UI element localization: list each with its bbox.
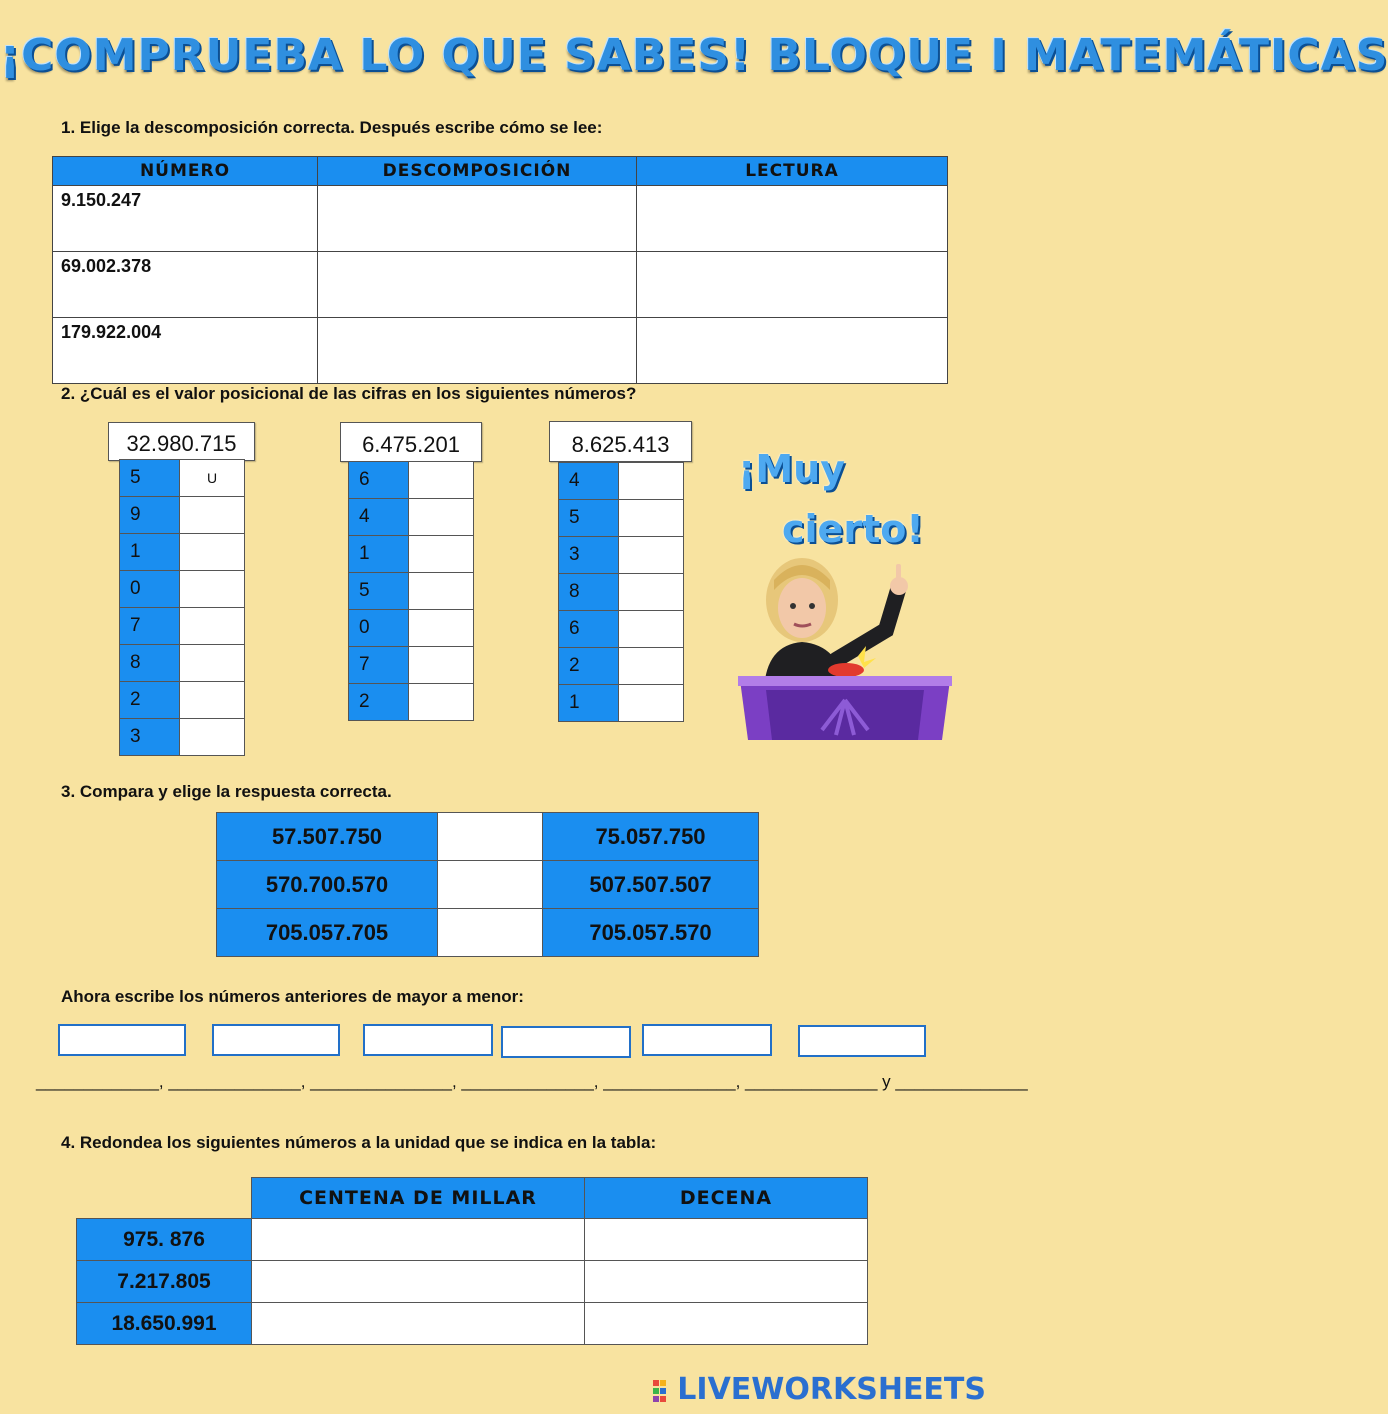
place-value-input[interactable] — [409, 499, 474, 536]
digit-cell: 5 — [349, 573, 409, 610]
brand-name: LIVEWORKSHEETS — [677, 1372, 986, 1407]
digit-cell: 9 — [120, 497, 180, 534]
place-value-input[interactable]: U — [180, 460, 245, 497]
place-value-table-3 — [558, 462, 684, 722]
place-value-input[interactable] — [409, 684, 474, 721]
compare-sign-drop-2[interactable] — [438, 861, 543, 909]
rounding-number-2: 7.217.805 — [77, 1261, 252, 1303]
header-decena: DECENA — [585, 1178, 868, 1219]
digit-cell: 7 — [349, 647, 409, 684]
digit-cell: 2 — [559, 648, 619, 685]
place-value-input[interactable] — [180, 534, 245, 571]
q1-number-1: 9.150.247 — [53, 186, 318, 252]
place-value-input[interactable] — [409, 610, 474, 647]
rounding-table — [76, 1177, 868, 1345]
rounding-number-3: 18.650.991 — [77, 1303, 252, 1345]
place-value-input[interactable] — [409, 573, 474, 610]
place-value-input[interactable] — [619, 648, 684, 685]
order-input-2[interactable] — [212, 1024, 340, 1056]
digit-cell: 0 — [349, 610, 409, 647]
q4-instruction: 4. Redondea los siguientes números a la unidad que se indica en la tabla: — [61, 1133, 657, 1152]
digit-cell: 1 — [349, 536, 409, 573]
rounding-input-centena-3[interactable] — [252, 1303, 585, 1345]
place-value-input[interactable] — [180, 645, 245, 682]
compare-sign-drop-3[interactable] — [438, 909, 543, 957]
rounding-input-decena-2[interactable] — [585, 1261, 868, 1303]
compare-left-1: 57.507.750 — [217, 813, 438, 861]
q1-instruction: 1. Elige la descomposición correcta. Después escribe cómo se lee: — [61, 118, 603, 137]
digit-cell: 6 — [559, 611, 619, 648]
place-value-input[interactable] — [409, 536, 474, 573]
header-lectura: LECTURA — [637, 157, 948, 186]
place-value-input[interactable] — [180, 497, 245, 534]
place-value-number-3: 8.625.413 — [549, 421, 692, 462]
order-input-6[interactable] — [798, 1025, 926, 1057]
digit-cell: 8 — [559, 574, 619, 611]
q1-reading-input-3[interactable] — [637, 318, 948, 384]
digit-cell: 4 — [559, 463, 619, 500]
digit-cell: 4 — [349, 499, 409, 536]
header-numero: NÚMERO — [53, 157, 318, 186]
digit-cell: 2 — [349, 684, 409, 721]
compare-right-2: 507.507.507 — [543, 861, 759, 909]
q1-number-2: 69.002.378 — [53, 252, 318, 318]
digit-cell: 8 — [120, 645, 180, 682]
place-value-input[interactable] — [619, 611, 684, 648]
place-value-table-2 — [348, 461, 474, 721]
compare-left-2: 570.700.570 — [217, 861, 438, 909]
q2-instruction: 2. ¿Cuál es el valor posicional de las cifras en los siguientes números? — [61, 384, 637, 403]
order-input-5[interactable] — [642, 1024, 772, 1056]
compare-right-3: 705.057.570 — [543, 909, 759, 957]
digit-cell: 2 — [120, 682, 180, 719]
rounding-input-centena-1[interactable] — [252, 1219, 585, 1261]
place-value-input[interactable] — [180, 682, 245, 719]
q1-number-3: 179.922.004 — [53, 318, 318, 384]
place-value-table-1 — [119, 459, 245, 756]
rounding-input-centena-2[interactable] — [252, 1261, 585, 1303]
place-value-input[interactable] — [409, 462, 474, 499]
q1-reading-input-2[interactable] — [637, 252, 948, 318]
header-descomposicion: DESCOMPOSICIÓN — [318, 157, 637, 186]
liveworksheets-logo[interactable] — [653, 1372, 986, 1407]
compare-sign-drop-1[interactable] — [438, 813, 543, 861]
q1-reading-input-1[interactable] — [637, 186, 948, 252]
sticker-text-line2: cierto! — [782, 507, 924, 551]
rounding-input-decena-1[interactable] — [585, 1219, 868, 1261]
q3-instruction: 3. Compara y elige la respuesta correcta. — [61, 782, 392, 801]
digit-cell: 5 — [120, 460, 180, 497]
teacher-avatar-icon — [736, 550, 956, 740]
q1-decomposition-drop-2[interactable] — [318, 252, 637, 318]
place-value-input[interactable] — [180, 719, 245, 756]
digit-cell: 3 — [120, 719, 180, 756]
digit-cell: 3 — [559, 537, 619, 574]
digit-cell: 0 — [120, 571, 180, 608]
place-value-number-2: 6.475.201 — [340, 422, 482, 462]
place-value-input[interactable] — [619, 685, 684, 722]
digit-cell: 1 — [120, 534, 180, 571]
rounding-corner — [77, 1178, 252, 1219]
place-value-input[interactable] — [180, 571, 245, 608]
place-value-input[interactable] — [619, 537, 684, 574]
order-blank-line: _____________, ______________, _______________, ______________, ______________, ______________ y ______________ — [36, 1072, 1028, 1091]
place-value-input[interactable] — [409, 647, 474, 684]
order-input-4[interactable] — [501, 1026, 631, 1058]
header-centena-de-millar: CENTENA DE MILLAR — [252, 1178, 585, 1219]
place-value-input[interactable] — [619, 574, 684, 611]
q1-decomposition-drop-3[interactable] — [318, 318, 637, 384]
q1-decomposition-drop-1[interactable] — [318, 186, 637, 252]
order-input-3[interactable] — [363, 1024, 493, 1056]
digit-cell: 7 — [120, 608, 180, 645]
sticker-text-line1: ¡Muy — [738, 447, 845, 491]
muy-cierto-sticker — [736, 440, 956, 740]
compare-left-3: 705.057.705 — [217, 909, 438, 957]
place-value-input[interactable] — [180, 608, 245, 645]
liveworksheets-icon — [653, 1380, 673, 1402]
page-title: ¡COMPRUEBA LO QUE SABES! BLOQUE I MATEMÁTICAS — [0, 30, 1388, 81]
compare-table — [216, 812, 759, 957]
compare-right-1: 75.057.750 — [543, 813, 759, 861]
order-input-1[interactable] — [58, 1024, 186, 1056]
digit-cell: 1 — [559, 685, 619, 722]
digit-cell: 6 — [349, 462, 409, 499]
place-value-number-1: 32.980.715 — [108, 422, 255, 461]
place-value-input[interactable] — [619, 463, 684, 500]
place-value-input[interactable] — [619, 500, 684, 537]
order-instruction: Ahora escribe los números anteriores de mayor a menor: — [61, 987, 524, 1006]
rounding-number-1: 975. 876 — [77, 1219, 252, 1261]
digit-cell: 5 — [559, 500, 619, 537]
decomposition-table — [52, 156, 948, 384]
rounding-input-decena-3[interactable] — [585, 1303, 868, 1345]
